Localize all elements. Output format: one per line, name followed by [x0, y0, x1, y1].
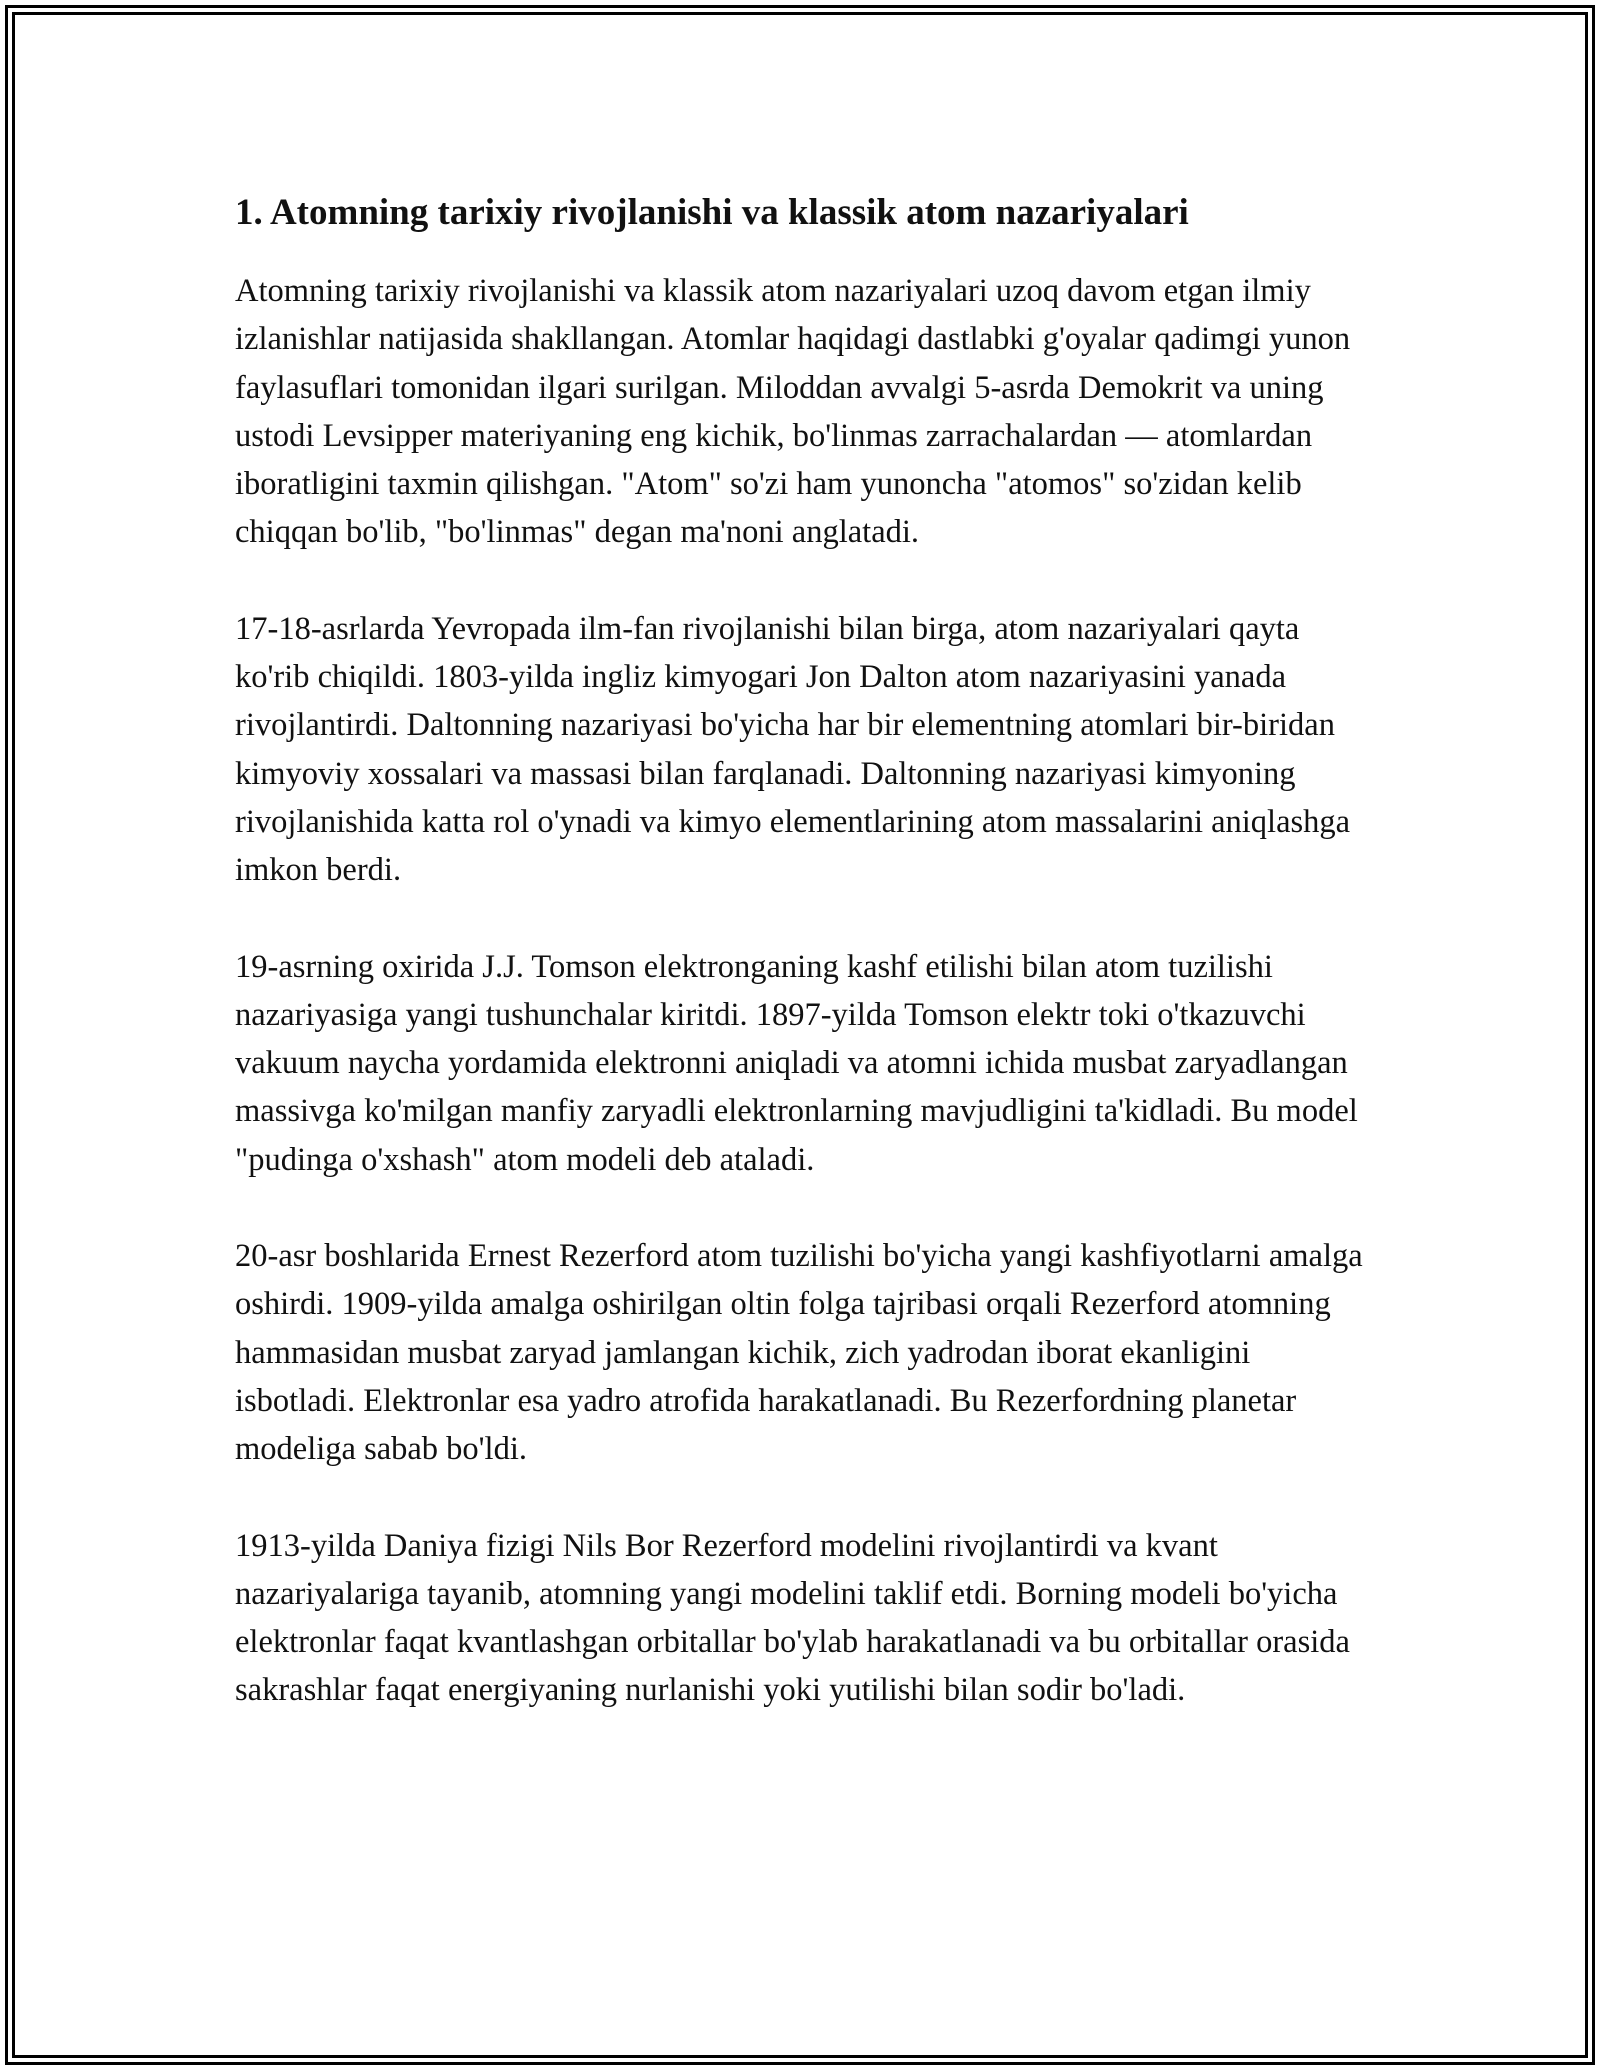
paragraph-ancient-atomism: Atomning tarixiy rivojlanishi va klassik atom nazariyalari uzoq davom etgan ilmiy izlanishlar natijasida shakllangan. Atomlar haqidagi dastlabki g'oyalar qadimgi yunon faylasuflari tomonidan ilgari surilgan. Miloddan avvalgi 5-asrda Demokrit va uning ustodi Levsipper materiyaning eng kichik, bo'linmas zarrachalardan — atomlardan iboratligini taxmin qilishgan. "Atom" so'zi ham yunoncha "atomos" so'zidan kelib chiqqan bo'lib, "bo'linmas" degan ma'noni anglatadi. [235, 273, 1351, 551]
paragraph-thomson-model: 19-asrning oxirida J.J. Tomson elektronganing kashf etilishi bilan atom tuzilishi nazariyasiga yangi tushunchalar kiritdi. 1897-yilda Tomson elektr toki o'tkazuvchi vakuum naycha yordamida elektronni aniqladi va atomni ichida musbat zaryadlangan massivga ko'milgan manfiy zaryadli elektronlarning mavjudligini ta'kidladi. Bu model "pudinga o'xshash" atom modeli deb ataladi. [235, 948, 1358, 1178]
paragraph-dalton-theory: 17-18-asrlarda Yevropada ilm-fan rivojlanishi bilan birga, atom nazariyalari qayta ko'rib chiqildi. 1803-yilda ingliz kimyogari Jon Dalton atom nazariyasini yanada rivojlantirdi. Daltonning nazariyasi bo'yicha har bir elementning atomlari bir-biridan kimyoviy xossalari va massasi bilan farqlanadi. Daltonning nazariyasi kimyoning rivojlanishida katta rol o'ynadi va kimyo elementlarining atom massalarini aniqlashga imkon berdi. [235, 610, 1351, 889]
paragraph-bohr-model: 1913-yilda Daniya fizigi Nils Bor Rezerford modelini rivojlantirdi va kvant nazariyalariga tayanib, atomning yangi modelini taklif etdi. Borning modeli bo'yicha elektronlar faqat kvantlashgan orbitallar bo'ylab harakatlanadi va bu orbitallar orasida sakrashlar faqat energiyaning nurlanishi yoki yutilishi bilan sodir bo'ladi. [235, 1527, 1350, 1709]
paragraph-rutherford-model: 20-asr boshlarida Ernest Rezerford atom tuzilishi bo'yicha yangi kashfiyotlarni amalga oshirdi. 1909-yilda amalga oshirilgan oltin folga tajribasi orqali Rezerford atomning hammasidan musbat zaryad jamlangan kichik, zich yadrodan iborat ekanligini isbotladi. Elektronlar esa yadro atrofida harakatlanadi. Bu Rezerfordning planetar modeliga sabab bo'ldi. [235, 1238, 1363, 1468]
section-title: 1. Atomning tarixiy rivojlanishi va klassik atom nazariyalari [235, 192, 1189, 233]
document-body [235, 185, 1375, 1763]
